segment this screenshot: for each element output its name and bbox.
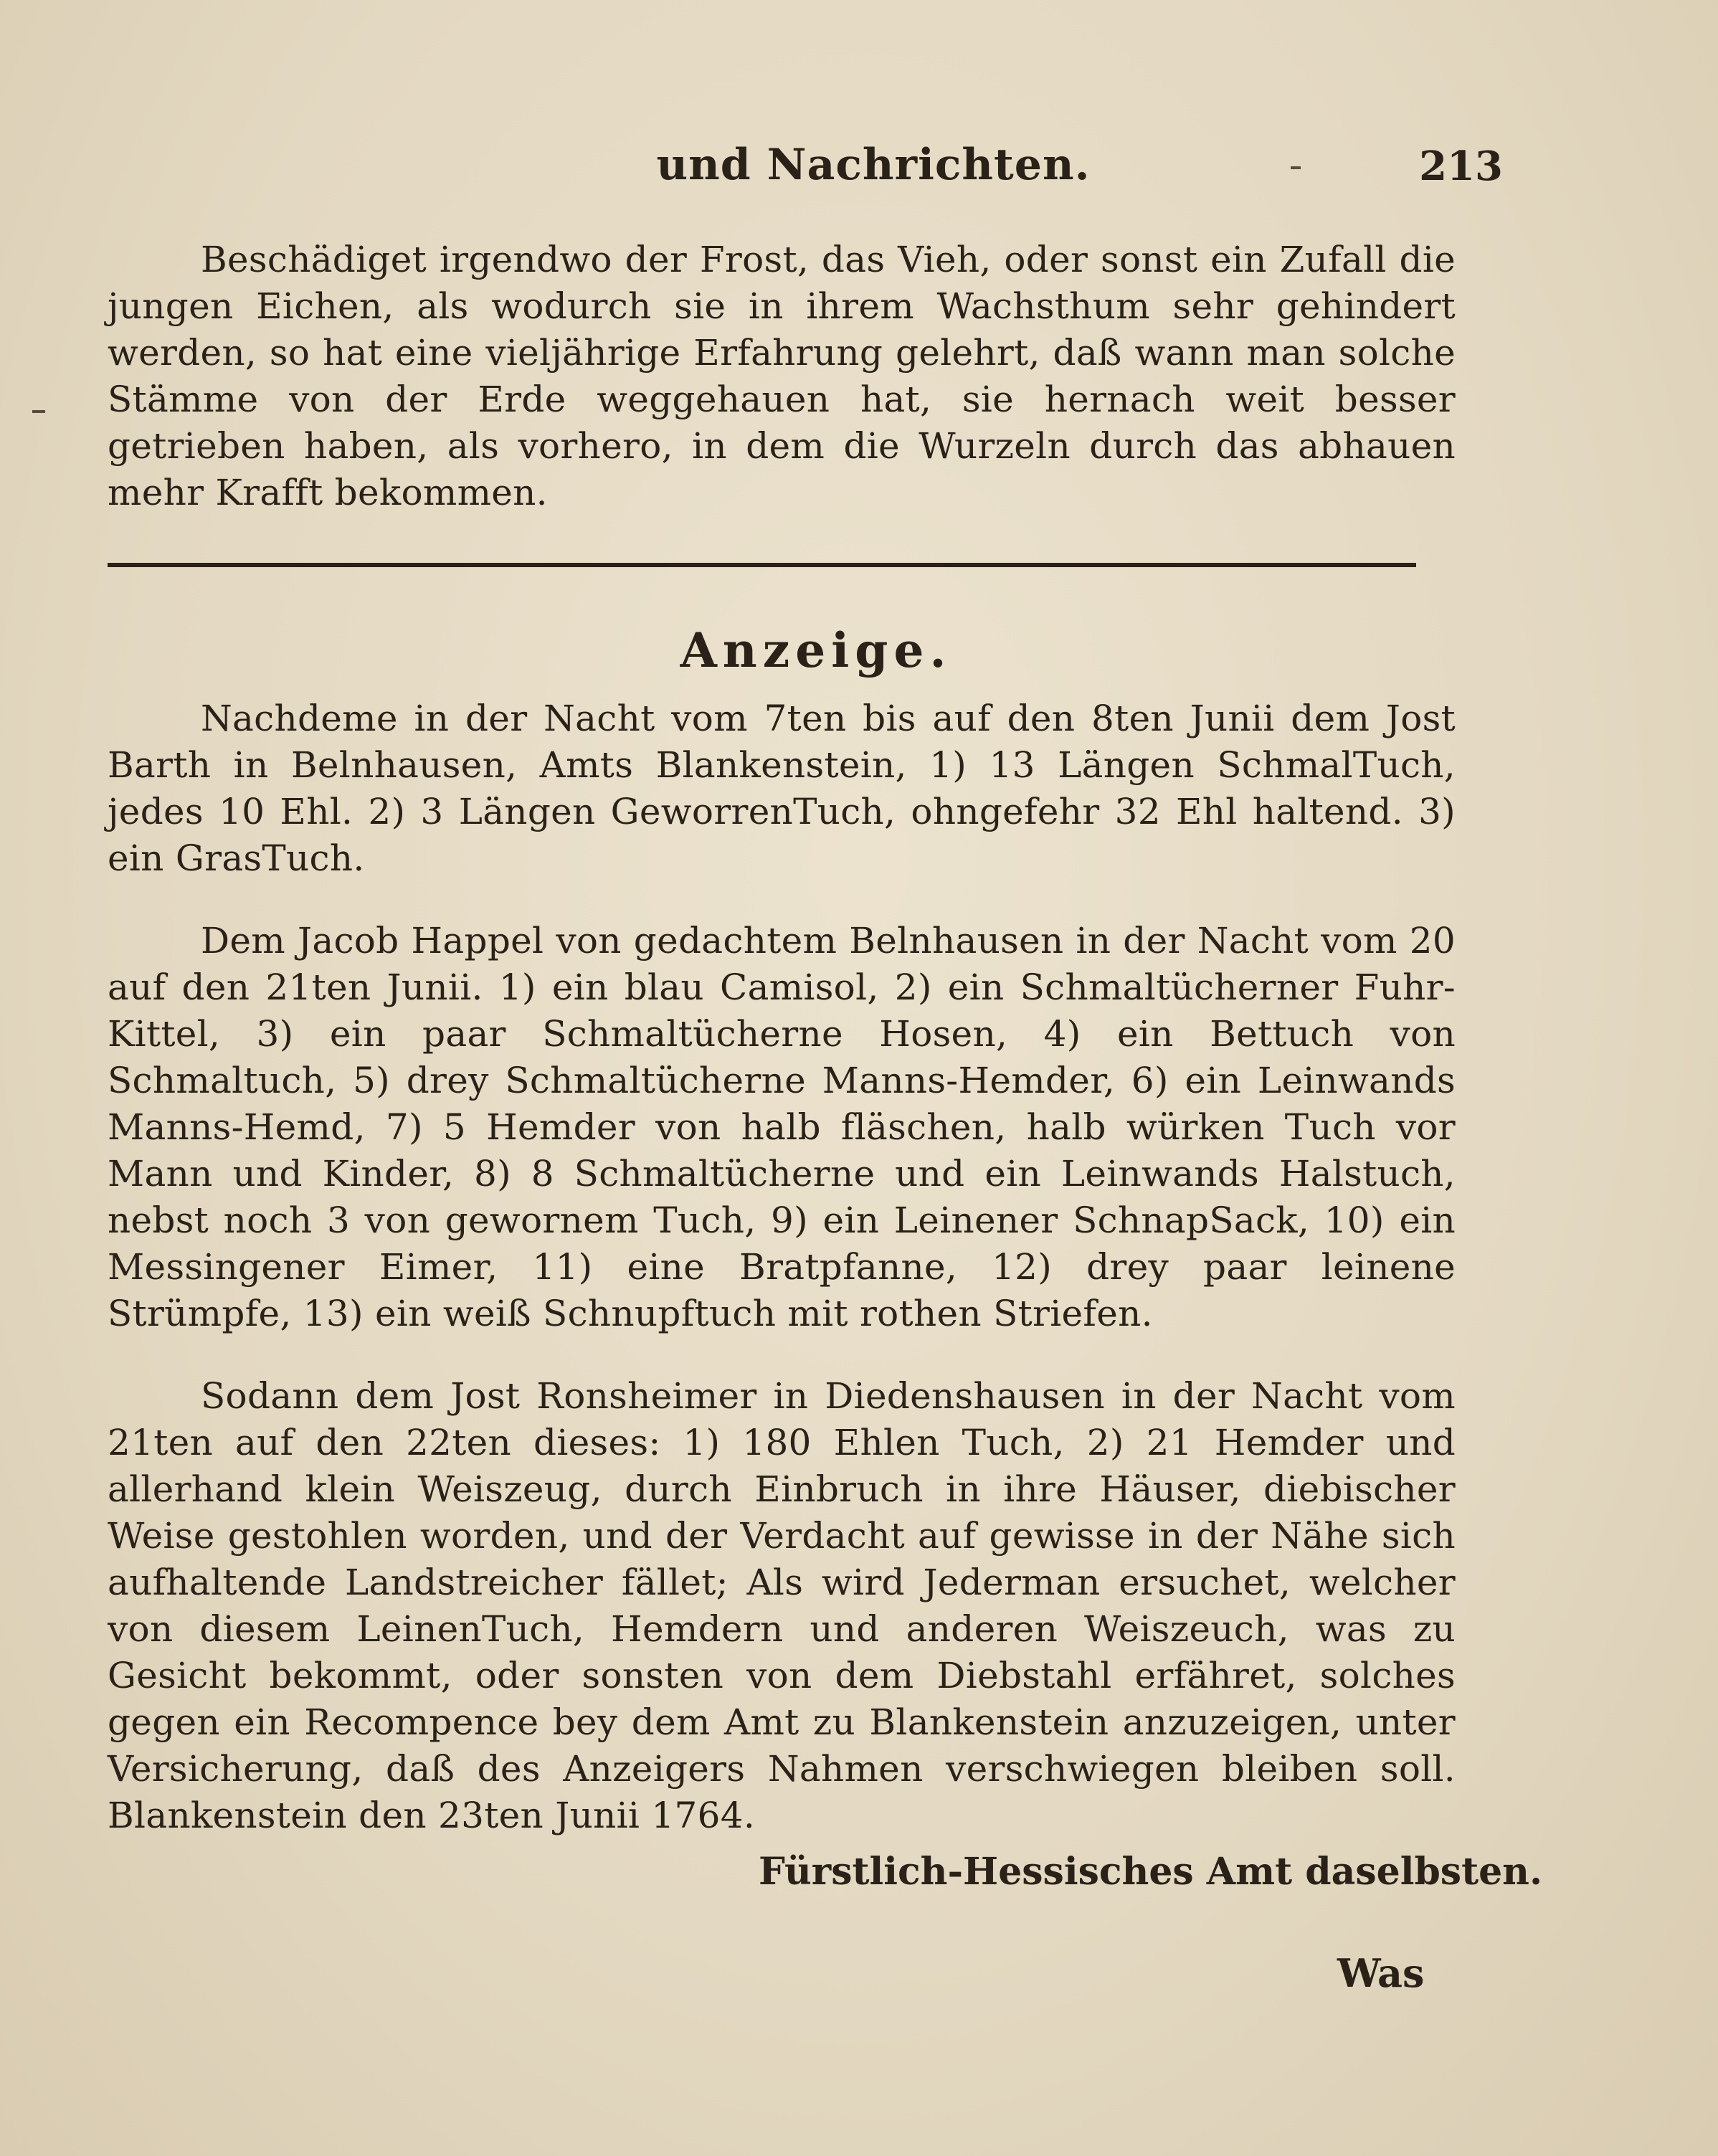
notice-paragraph-3: Sodann dem Jost Ronsheimer in Diedenshausen in der Nacht vom 21ten auf den 22ten dieses: 1) 180 Ehlen Tuch, 2) 21 Hemder und allerhand klein Weiszeug, durch Einbruch in ihre Häuser, diebischer Weise gestohlen worden, und der Verdacht auf gewisse in der Nähe sich aufhaltende Landstreicher fället; Als wird Jederman ersuchet, welcher von diesem LeinenTuch, Hemdern und anderen Weiszeuch, was zu Gesicht bekommt, oder sonsten von dem Diebstahl erfähret, solches gegen ein Recompence bey dem Amt zu Blankenstein anzuzeigen, unter Versicherung, daß des Anzeigers Nahmen verschwiegen bleiben soll. Blankenstein den 23ten Junii 1764. xyxy=(108,1375,1456,1836)
page-number: 213 xyxy=(1419,143,1503,190)
notice-title: Anzeige. xyxy=(680,622,952,678)
catchword: Was xyxy=(1337,1950,1425,1996)
notice-signature: Fürstlich-Hessisches Amt daselbsten. xyxy=(759,1850,1543,1894)
notice-paragraph-1: Nachdeme in der Nacht vom 7ten bis auf den 8ten Junii dem Jost Barth in Belnhausen, Amts Blankenstein, 1) 13 Längen SchmalTuch, jedes 10 Ehl. 2) 3 Längen GeworrenTuch, ohngefehr 32 Ehl haltend. 3) ein GrasTuch. xyxy=(108,698,1456,879)
notice-paragraph-2: Dem Jacob Happel von gedachtem Belnhausen in der Nacht vom 20 auf den 21ten Junii. 1) ein blau Camisol, 2) ein Schmaltücherner Fuhr-Kittel, 3) ein paar Schmaltücherne Hosen, 4) ein Bettuch von Schmaltuch, 5) drey Schmaltücherne Manns-Hemder, 6) ein Leinwands Manns-Hemd, 7) 5 Hemder von halb fläschen, halb würken Tuch vor Mann und Kinder, 8) 8 Schmaltücherne und ein Leinwands Halstuch, nebst noch 3 von gewornem Tuch, 9) ein Leinener SchnapSack, 10) ein Messingener Eimer, 11) eine Bratpfanne, 12) drey paar leinene Strümpfe, 13) ein weiß Schnupftuch mit rothen Striefen. xyxy=(108,920,1456,1334)
margin-mark xyxy=(32,410,45,413)
page-header xyxy=(108,140,1610,197)
running-head: und Nachrichten. xyxy=(656,140,1091,190)
margin-mark xyxy=(1291,166,1301,169)
section-divider xyxy=(108,563,1416,567)
notice-section xyxy=(108,695,1456,1839)
intro-paragraph: Beschädiget irgendwo der Frost, das Vieh, oder sonst ein Zufall die jungen Eichen, als wodurch sie in ihrem Wachsthum sehr gehindert werden, so hat eine vieljährige Erfahrung gelehrt, daß wann man solche Stämme von der Erde weggehauen hat, sie hernach weit besser getrieben haben, als vorhero, in dem die Wurzeln durch das abhauen mehr Krafft bekommen. xyxy=(108,239,1456,513)
intro-section xyxy=(108,237,1456,516)
